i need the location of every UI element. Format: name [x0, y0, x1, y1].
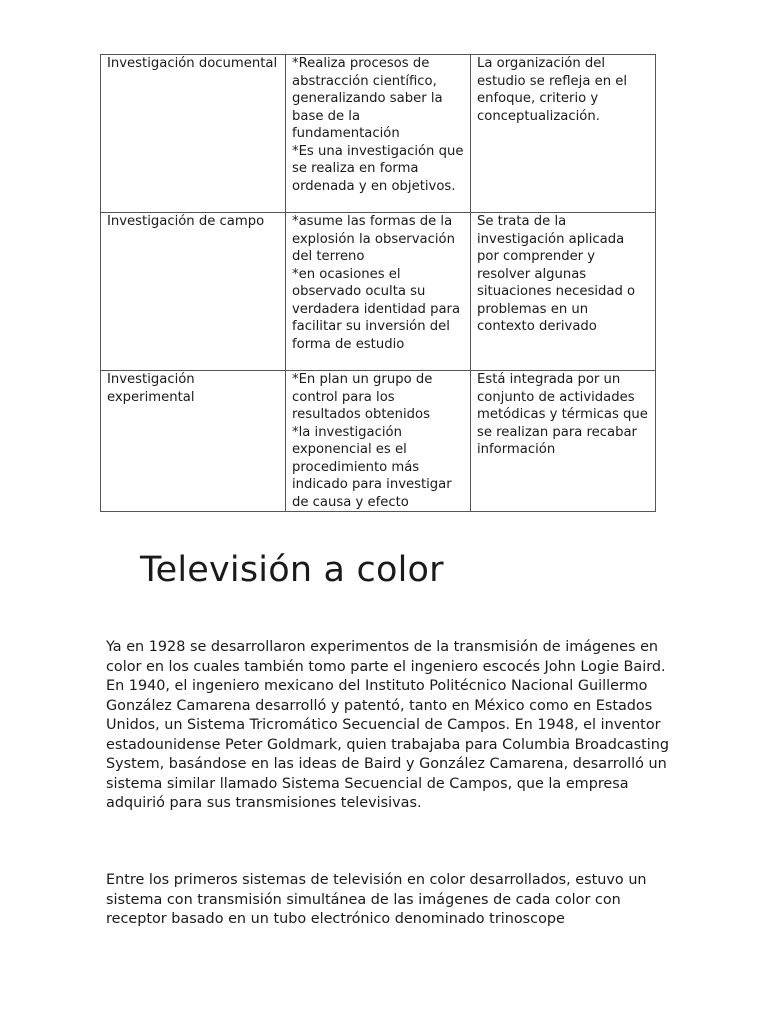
cell-text: Investigación experimental: [107, 372, 195, 405]
table-row: [101, 55, 656, 213]
cell-text: *en ocasiones el observado oculta su verdadera identidad para facilitar su inversión del forma de estudio: [292, 266, 461, 352]
cell-text: Investigación documental: [107, 56, 278, 71]
table-cell-description: [471, 371, 656, 512]
cell-text: Se trata de la investigación aplicada por comprender y resolver algunas situaciones necesidad o problemas en un contexto derivado: [477, 214, 636, 334]
cell-text: *Es una investigación que se realiza en forma ordenada y en objetivos.: [292, 143, 464, 194]
cell-text: *asume las formas de la explosión la observación del terreno: [292, 214, 455, 264]
table-cell-type: [101, 371, 286, 512]
section-heading: Televisión a color: [140, 550, 444, 590]
table-cell-description: [471, 213, 656, 371]
table-cell-type: [101, 213, 286, 371]
cell-text: *la investigación exponencial es el procedimiento más indicado para investigar de causa y efecto: [292, 424, 452, 510]
body-paragraph: Entre los primeros sistemas de televisión en color desarrollados, estuvo un sistema con transmisión simultánea de las imágenes de cada color con receptor basado en un tubo electrónico denominado trinoscope: [106, 872, 647, 927]
table-cell-characteristics: [286, 371, 471, 512]
cell-text: Investigación de campo: [107, 214, 265, 229]
table-cell-type: [101, 55, 286, 213]
cell-text: Está integrada por un conjunto de actividades metódicas y térmicas que se realizan para recabar información: [477, 372, 648, 457]
cell-text: *En plan un grupo de control para los resultados obtenidos: [292, 372, 433, 422]
cell-text: La organización del estudio se refleja en el enfoque, criterio y conceptualización.: [477, 56, 628, 124]
research-types-table: [100, 54, 656, 512]
table-cell-description: [471, 55, 656, 213]
table-row: [101, 213, 656, 371]
table-row: [101, 371, 656, 512]
table-cell-characteristics: [286, 213, 471, 371]
cell-text: *Realiza procesos de abstracción científico, generalizando saber la base de la fundamentación: [292, 56, 443, 141]
table-cell-characteristics: [286, 55, 471, 213]
body-paragraph: Ya en 1928 se desarrollaron experimentos de la transmisión de imágenes en color en los cuales también tomo parte el ingeniero escocés John Logie Baird. En 1940, el ingeniero mexicano del Instituto Politécnico Nacional Guillermo González Camarena desarrolló y patentó, tanto en México como en Estados Unidos, un Sistema Tricromático Secuencial de Campos. En 1948, el inventor estadounidense Peter Goldmark, quien trabajaba para Columbia Broadcasting System, basándose en las ideas de Baird y González Camarena, desarrolló un sistema similar llamado Sistema Secuencial de Campos, que la empresa adquirió para sus transmisiones televisivas.: [106, 639, 669, 811]
